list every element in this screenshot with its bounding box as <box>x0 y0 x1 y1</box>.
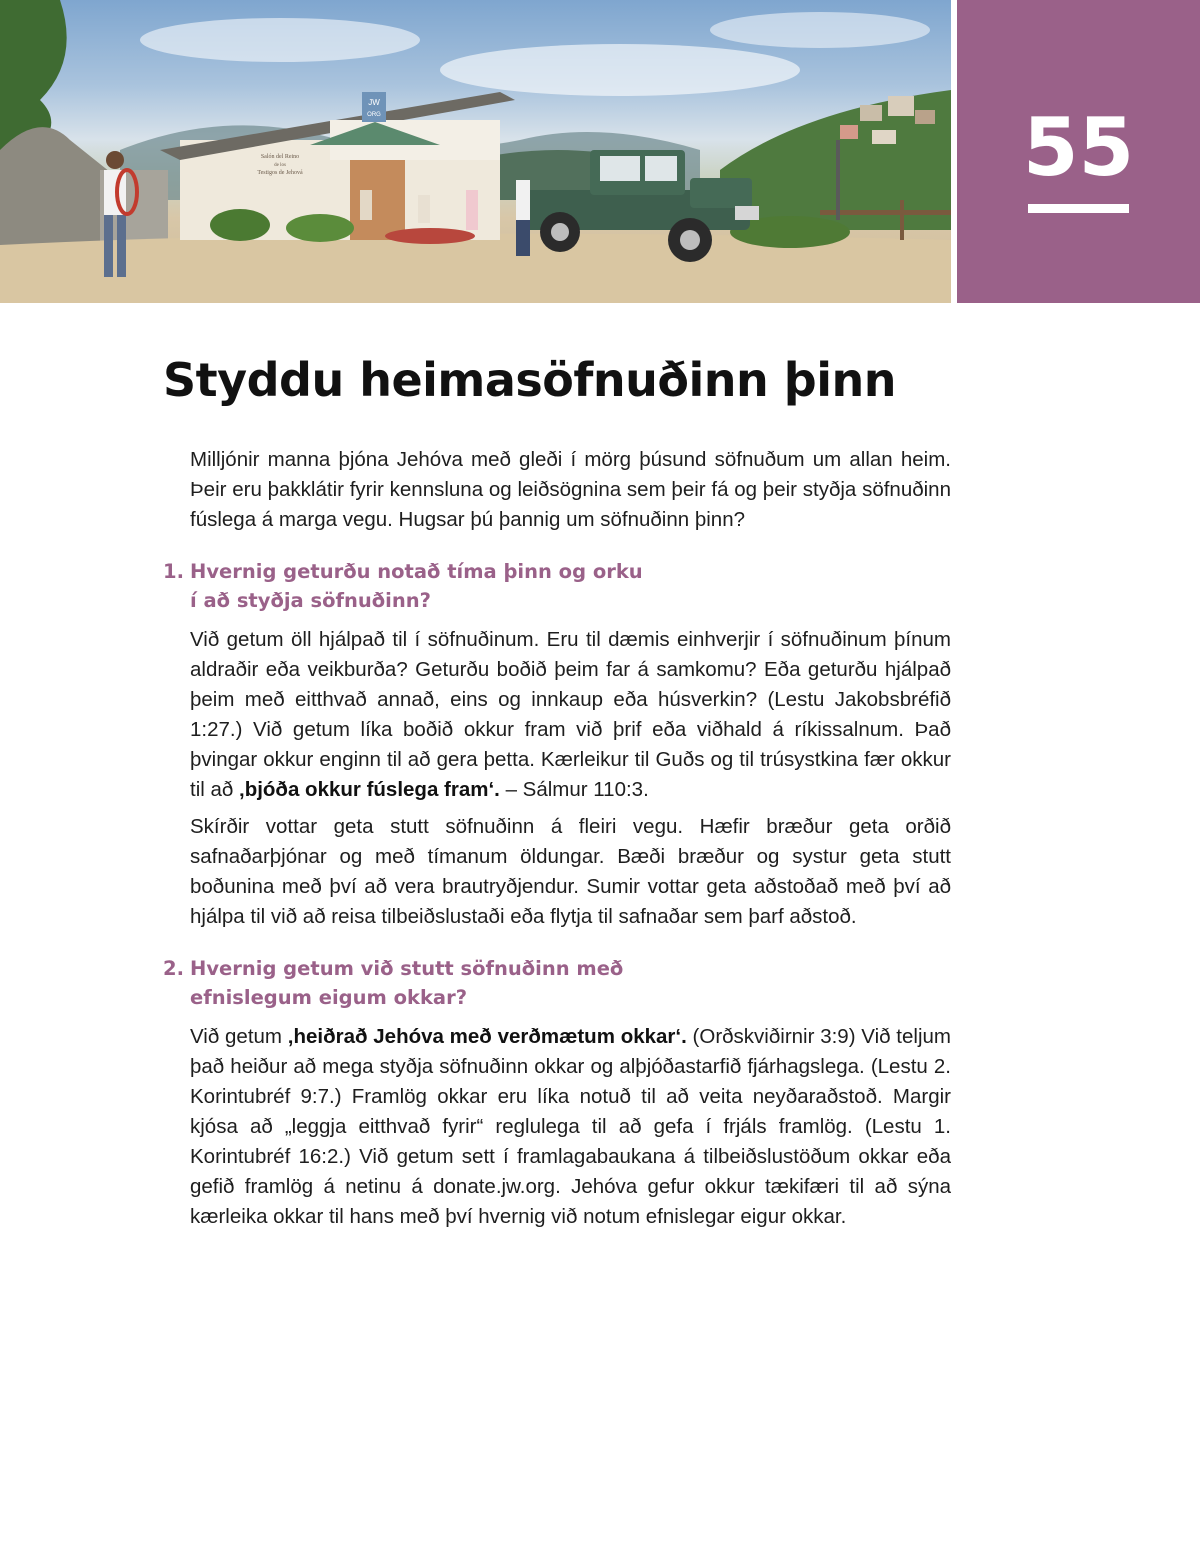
jw-logo-text: JW <box>368 98 380 107</box>
question-1-number: 1. <box>163 560 184 583</box>
section-1-paragraph-1: Við getum öll hjálpað til í söfnuðinum. Eru til dæmis einhverjir í söfnuðinum þínum aldraðir eða veikburða? Geturðu boðið þeim far á samkomu? Eða geturðu hjálpað þeim með eitthvað annað, eins og innkaup eða húsverkin? (Lestu Jakobsbréfið 1:27.) Við getum líka boðið okkur fram við þrif eða viðhald á ríkissalnum. Það þvingar okkur enginn til að gera þetta. Kærleikur til Guðs og til trúsystkina fær okkur til að ‚bjóða okkur fúslega fram‘. – Sálmur 110:3. <box>190 628 951 801</box>
hero-image <box>0 0 951 303</box>
question-2-text: Hvernig getum við stutt söfnuðinn með efnislegum eigum okkar? <box>190 957 624 1009</box>
svg-text:Testigos de Jehová: Testigos de Jehová <box>257 170 303 176</box>
lesson-number-underline <box>1028 204 1129 213</box>
section-2-paragraph-1: Við getum ‚heiðrað Jehóva með verðmætum okkar‘. (Orðskviðirnir 3:9) Við teljum það heiður að mega styðja söfnuðinn okkar og alþjóðastarfið fjárhagslega. (Lestu 2. Korintubréf 9:7.) Framlög okkar eru líka notuð til að veita neyðaraðstoð. Margir kjósa að „leggja eitthvað fyrir“ reglulega til að gefa í frjáls framlög. (Lestu 1. Korintubréf 16:2.) Við getum sett í framlagabaukana á tilbeiðslustöðum okkar eða gefið framlög á netinu á donate.jw.org. Jehóva gefur okkur tækifæri til að sýna kærleika okkar til hans með því hvernig við notum efnislegar eigur okkar. <box>190 1025 951 1228</box>
kingdom-hall-illustration <box>0 0 951 303</box>
svg-text:Salón del Reino: Salón del Reino <box>260 154 300 160</box>
question-1 <box>163 557 951 615</box>
svg-text:ORG: ORG <box>367 112 381 118</box>
page-title: Styddu heimasöfnuðinn þinn <box>163 353 896 407</box>
svg-text:de los: de los <box>274 163 286 168</box>
lesson-number: 55 <box>1022 101 1135 194</box>
section-2-bold-quote: ‚heiðrað Jehóva með verðmætum okkar‘. <box>287 1025 687 1048</box>
question-2-number: 2. <box>163 957 184 980</box>
section-1-bold-quote: ‚bjóða okkur fúslega fram‘. <box>239 778 500 801</box>
lesson-content <box>163 445 951 1239</box>
question-1-text: Hvernig geturðu notað tíma þinn og orku í að styðja söfnuðinn? <box>190 560 643 612</box>
lesson-number-tab <box>957 0 1200 303</box>
question-2 <box>163 954 951 1012</box>
section-1-paragraph-2: Skírðir vottar geta stutt söfnuðinn á fleiri vegu. Hæfir bræður geta orðið safnaðarþjónar og með tímanum öldungar. Bæði bræður og systur geta stutt boðunina með því að vera brautryðjendur. Sumir vottar geta aðstoðað með því að hjálpa til við að reisa tilbeiðslustaði eða flytja til safnaðar sem þarf aðstoð. <box>190 815 951 928</box>
intro-paragraph: Milljónir manna þjóna Jehóva með gleði í mörg þúsund söfnuðum um allan heim. Þeir eru þakklátir fyrir kennsluna og leiðsögnina sem þeir fá og þeir styðja söfnuðinn fúslega á marga vegu. Hugsar þú þannig um söfnuðinn þinn? <box>190 448 951 531</box>
